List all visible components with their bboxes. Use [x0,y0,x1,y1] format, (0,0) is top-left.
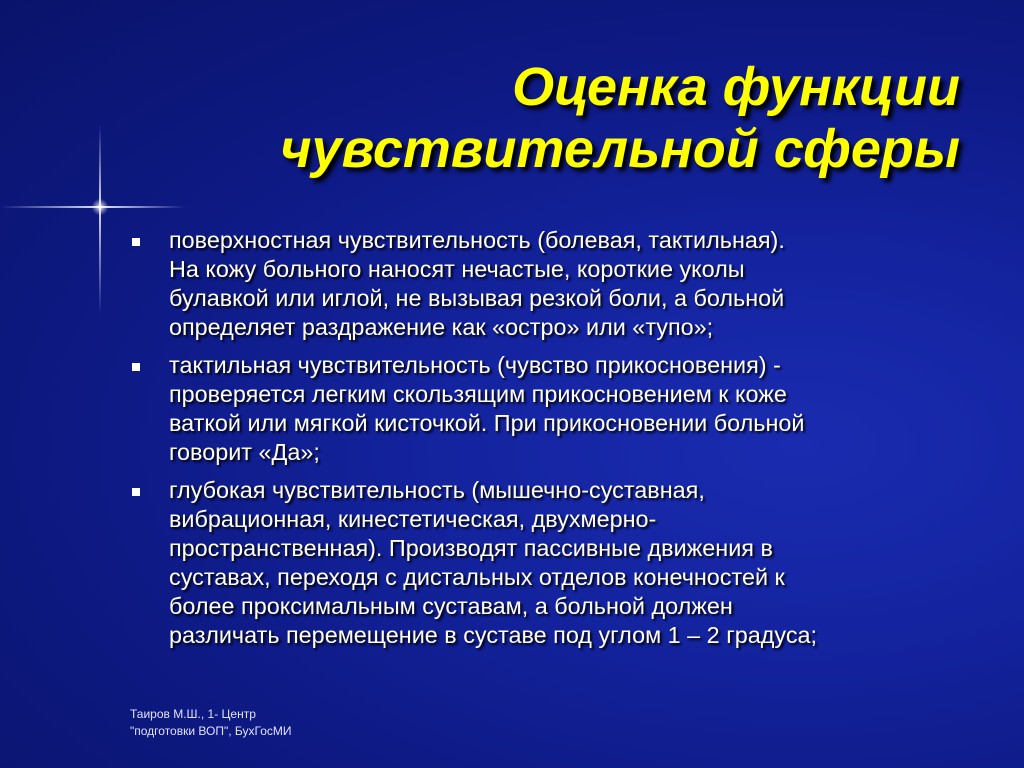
bullet-item [132,351,962,467]
square-bullet-icon [132,363,140,371]
square-bullet-icon [132,238,140,246]
slide-title-line-1: Оценка функции [512,57,960,117]
bullet-text: поверхностная чувствительность (болевая, тактильная). На кожу больного наносят нечастые, короткие уколы булавкой или иглой, не вызывая резкой боли, а больной определяет раздражение как «остро» или «тупо»; [169,227,785,340]
footer-credit [130,706,430,740]
bullet-item [132,476,962,650]
square-bullet-icon [132,488,140,496]
bullet-text: глубокая чувствительность (мышечно-суставная, вибрационная, кинестетическая, двухмерно- пространственная). Производят пассивные движения в суставах, переходя с дистальных отделов конечностей к более проксимальным суставам, а больной должен различать перемещение в суставе под углом 1 – 2 градуса; [169,477,818,648]
sparkle-decoration [99,125,101,315]
sparkle-glow [92,199,108,215]
slide-title [160,56,960,180]
bullet-text: тактильная чувствительность (чувство прикосновения) - проверяется легким скользящим прикосновением к коже ваткой или мягкой кисточкой. При прикосновении больной говорит «Да»; [169,352,805,465]
footer-line-2: "подготовки ВОП", БухГосМИ [130,724,292,738]
bullet-list [132,226,962,659]
slide-title-line-2: чувствительной сферы [280,119,960,179]
bullet-item [132,226,962,342]
footer-line-1: Таиров М.Ш., 1- Центр [130,707,256,721]
